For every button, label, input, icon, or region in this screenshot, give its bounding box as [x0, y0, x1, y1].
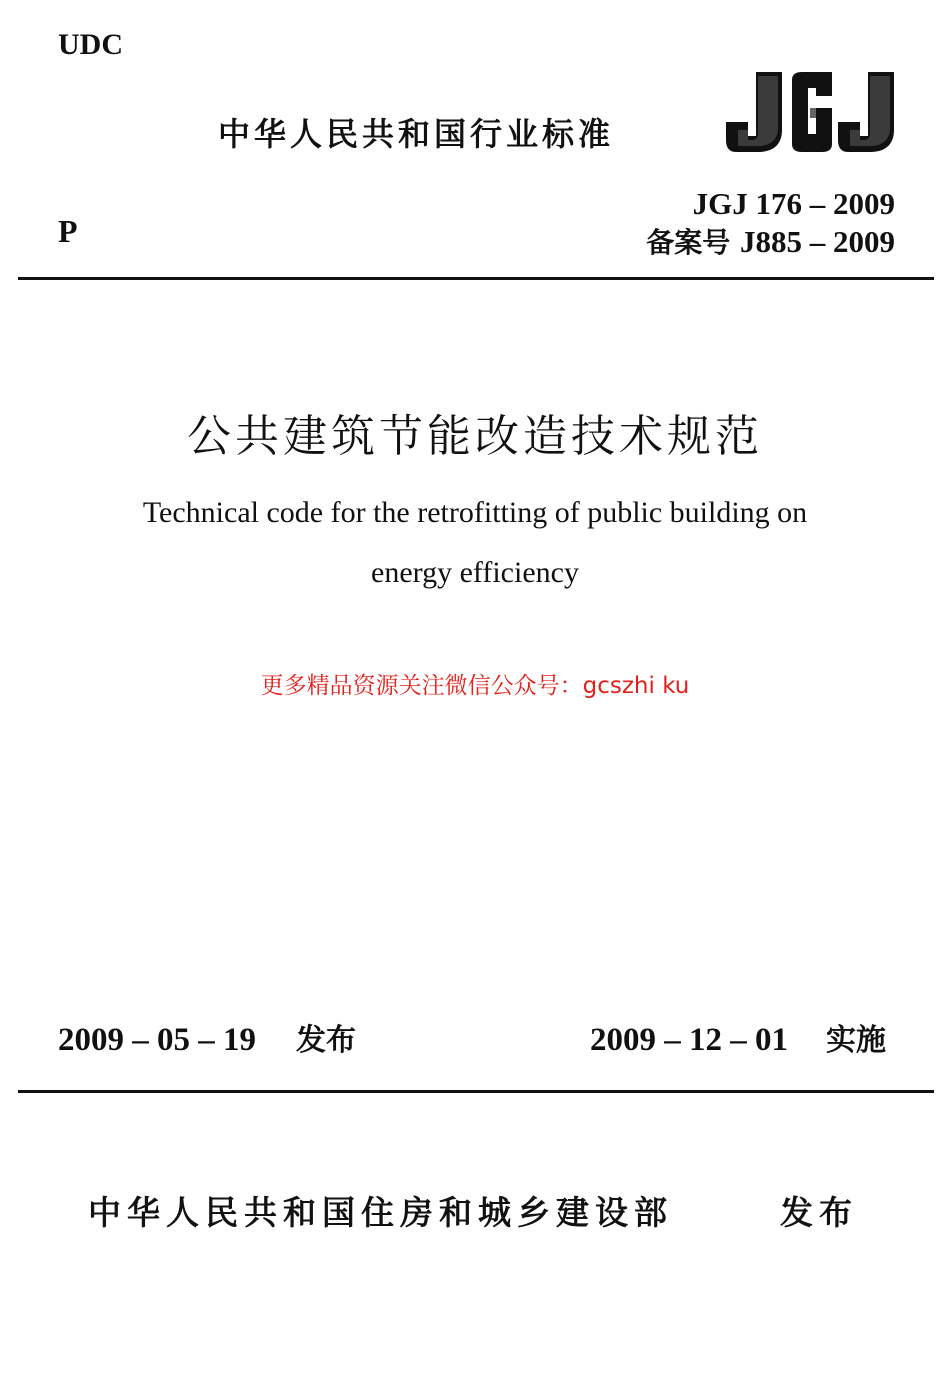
issue-date: 2009 – 05 – 19 [58, 1022, 256, 1058]
top-divider [18, 277, 934, 280]
publisher-name: 中华人民共和国住房和城乡建设部 [88, 1193, 673, 1232]
category-label: P [58, 213, 78, 249]
udc-label: UDC [58, 28, 123, 61]
implementation-date: 2009 – 12 – 01 [590, 1022, 788, 1058]
issue-label: 发布 [296, 1023, 356, 1058]
title-english-line2: energy efficiency [371, 556, 579, 589]
jgj-logo-mark [726, 70, 902, 154]
title-english-line1: Technical code for the retrofitting of public building on [142, 496, 808, 529]
jgj-logo [726, 70, 902, 154]
publish-label: 发布 [780, 1193, 858, 1232]
record-number-value: J885 – 2009 [740, 224, 895, 259]
record-number [646, 226, 895, 257]
implementation-label: 实施 [826, 1023, 886, 1058]
bottom-divider [18, 1090, 934, 1093]
watermark-text: 更多精品资源关注微信公众号：gcszhi ku [260, 673, 690, 699]
title-chinese: 公共建筑节能改造技术规范 [187, 411, 763, 462]
standard-number: JGJ 176 – 2009 [692, 186, 895, 221]
record-prefix: 备案号 [646, 226, 731, 259]
org-title: 中华人民共和国行业标准 [218, 115, 615, 153]
